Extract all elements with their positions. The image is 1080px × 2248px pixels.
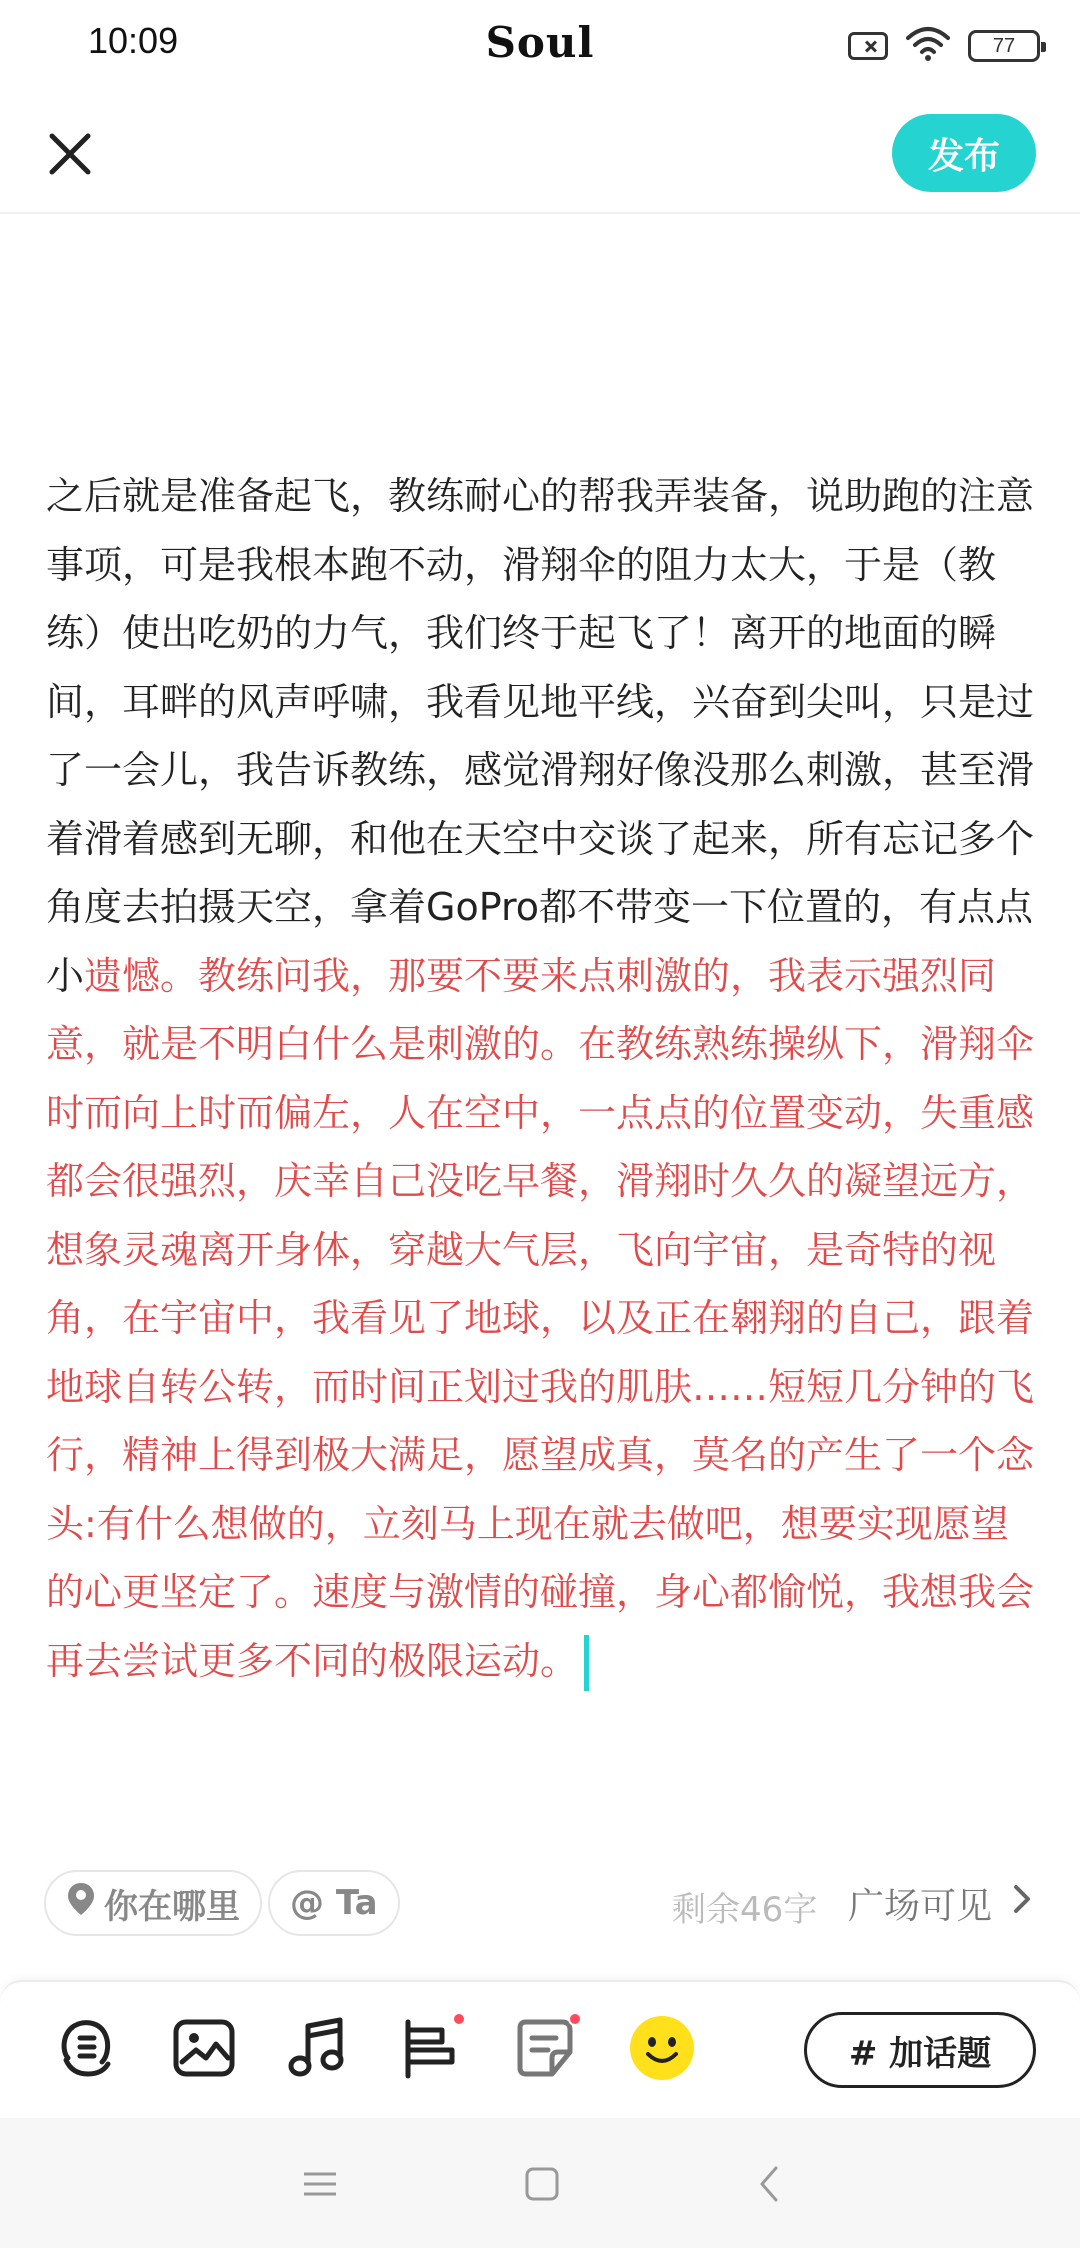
image-icon[interactable]	[168, 2012, 240, 2084]
emoji-icon[interactable]	[626, 2012, 698, 2084]
battery-icon: 77	[968, 30, 1040, 62]
remaining-count: 剩余46字	[672, 1890, 818, 1930]
composer-toolbar	[0, 1980, 1080, 2118]
location-pin-icon	[66, 1881, 96, 1926]
visibility-label: 广场可见	[848, 1886, 993, 1927]
post-text-highlight: 遗憾。教练问我，那要不要来点刺激的，我表示强烈同意，就是不明白什么是刺激的。在教练熟练操纵下，滑翔伞时而向上时而偏左，人在空中，一点点的位置变动，失重感都会很强烈，庆幸自己没吃早餐，滑翔时久久的凝望远方，想象灵魂离开身体，穿越大气层，飞向宇宙，是奇特的视角，在宇宙中，我看见了地球，以及正在翱翔的自己，跟着地球自转公转，而时间正划过我的肌肤……短短几分钟的飞行，精神上得到极大满足，愿望成真，莫名的产生了一个念头:有什么想做的，立刻马上现在就去做吧，想要实现愿望的心更坚定了。速度与激情的碰撞，身心都愉悦，我想我会再去尝试更多不同的极限运动。	[46, 953, 1035, 1683]
status-icons	[848, 26, 1040, 66]
menu-icon[interactable]	[290, 2154, 350, 2214]
poll-icon[interactable]	[396, 2012, 468, 2084]
status-time: 10:09	[88, 20, 179, 61]
notification-dot	[452, 2012, 466, 2026]
mention-label: @ Ta	[290, 1883, 378, 1923]
wifi-icon	[906, 26, 950, 66]
header	[0, 96, 1080, 214]
notification-dot	[568, 2012, 582, 2026]
post-text-editor[interactable]	[46, 462, 1034, 1695]
location-label: 你在哪里	[104, 1886, 240, 1927]
music-icon[interactable]	[282, 2012, 354, 2084]
add-topic-button[interactable]: # 加话题	[804, 2012, 1036, 2088]
mention-chip[interactable]	[268, 1870, 400, 1936]
publish-button[interactable]: 发布	[892, 114, 1036, 192]
location-chip[interactable]	[44, 1870, 262, 1936]
close-icon[interactable]	[40, 124, 100, 184]
visibility-selector[interactable]	[848, 1878, 1032, 1929]
status-app-name: Soul	[485, 18, 595, 67]
voice-icon[interactable]	[52, 2012, 124, 2084]
sticker-note-icon[interactable]	[512, 2012, 584, 2084]
back-icon[interactable]	[740, 2154, 800, 2214]
post-text-normal: 之后就是准备起飞，教练耐心的帮我弄装备，说助跑的注意事项，可是我根本跑不动，滑翔伞的阻力太大，于是（教练）使出吃奶的力气，我们终于起飞了！离开的地面的瞬间，耳畔的风声呼啸，我看见地平线，兴奋到尖叫，只是过了一会儿，我告诉教练，感觉滑翔好像没那么刺激，甚至滑着滑着感到无聊，和他在天空中交谈了起来，所有忘记多个角度去拍摄天空，拿着GoPro都不带变一下位置的，有点点小	[46, 474, 1035, 998]
system-nav-bar	[0, 2118, 1080, 2248]
meta-row	[0, 1870, 1080, 1940]
home-icon[interactable]	[512, 2154, 572, 2214]
chevron-right-icon	[1012, 1883, 1032, 1924]
status-bar	[0, 0, 1080, 96]
text-cursor	[584, 1635, 589, 1691]
no-sim-icon	[848, 32, 888, 60]
